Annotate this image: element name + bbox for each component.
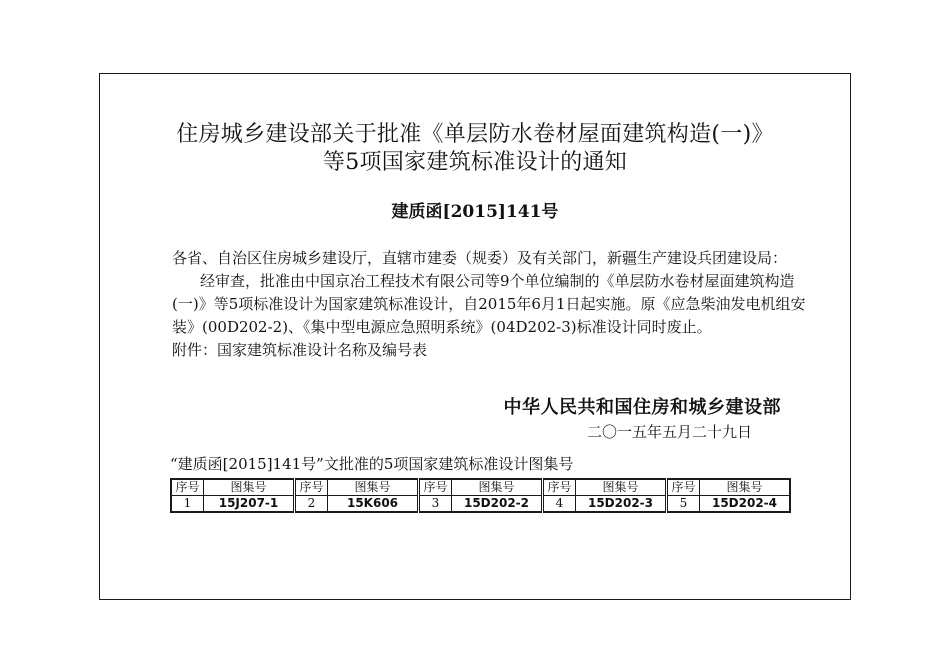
header-seq: 序号: [419, 479, 452, 496]
row-code: 15D202-3: [576, 496, 667, 513]
attachment-note: 附件：国家建筑标准设计名称及编号表: [172, 341, 428, 359]
header-seq: 序号: [667, 479, 700, 496]
row-seq: 2: [295, 496, 328, 513]
issue-date: 二〇一五年五月二十九日: [586, 423, 752, 441]
table-caption: “建质函[2015]141号”文批准的5项国家建筑标准设计图集号: [170, 455, 574, 473]
header-code: 图集号: [452, 479, 543, 496]
header-code: 图集号: [576, 479, 667, 496]
body-line-1: 经审查，批准由中国京冶工程技术有限公司等9个单位编制的《单层防水卷材屋面建筑构造: [200, 272, 795, 290]
standards-code-table: [170, 478, 791, 513]
row-code: 15D202-2: [452, 496, 543, 513]
row-seq: 4: [543, 496, 576, 513]
issuing-authority: 中华人民共和国住房和城乡建设部: [503, 397, 781, 418]
header-code: 图集号: [700, 479, 791, 496]
header-code: 图集号: [204, 479, 295, 496]
document-number: 建质函[2015]141号: [391, 202, 559, 222]
table-row: [171, 496, 790, 513]
notice-title-line-1: 住房城乡建设部关于批准《单层防水卷材屋面建筑构造(一)》: [176, 122, 774, 147]
header-seq: 序号: [171, 479, 204, 496]
salutation: 各省、自治区住房城乡建设厅，直辖市建委（规委）及有关部门，新疆生产建设兵团建设局：: [172, 249, 788, 267]
body-line-2: (一)》等5项标准设计为国家建筑标准设计，自2015年6月1日起实施。原《应急柴油发电机组安: [172, 295, 806, 313]
row-seq: 3: [419, 496, 452, 513]
header-seq: 序号: [543, 479, 576, 496]
row-seq: 5: [667, 496, 700, 513]
notice-body: [172, 247, 832, 362]
header-code: 图集号: [328, 479, 419, 496]
body-line-3: 装》(00D202-2)、《集中型电源应急照明系统》(04D202-3)标准设计同时废止。: [172, 318, 712, 336]
table-header-row: [171, 479, 790, 496]
row-code: 15K606: [328, 496, 419, 513]
notice-title-line-2: 等5项国家建筑标准设计的通知: [322, 150, 628, 175]
row-code: 15D202-4: [700, 496, 791, 513]
row-seq: 1: [171, 496, 204, 513]
row-code: 15J207-1: [204, 496, 295, 513]
header-seq: 序号: [295, 479, 328, 496]
